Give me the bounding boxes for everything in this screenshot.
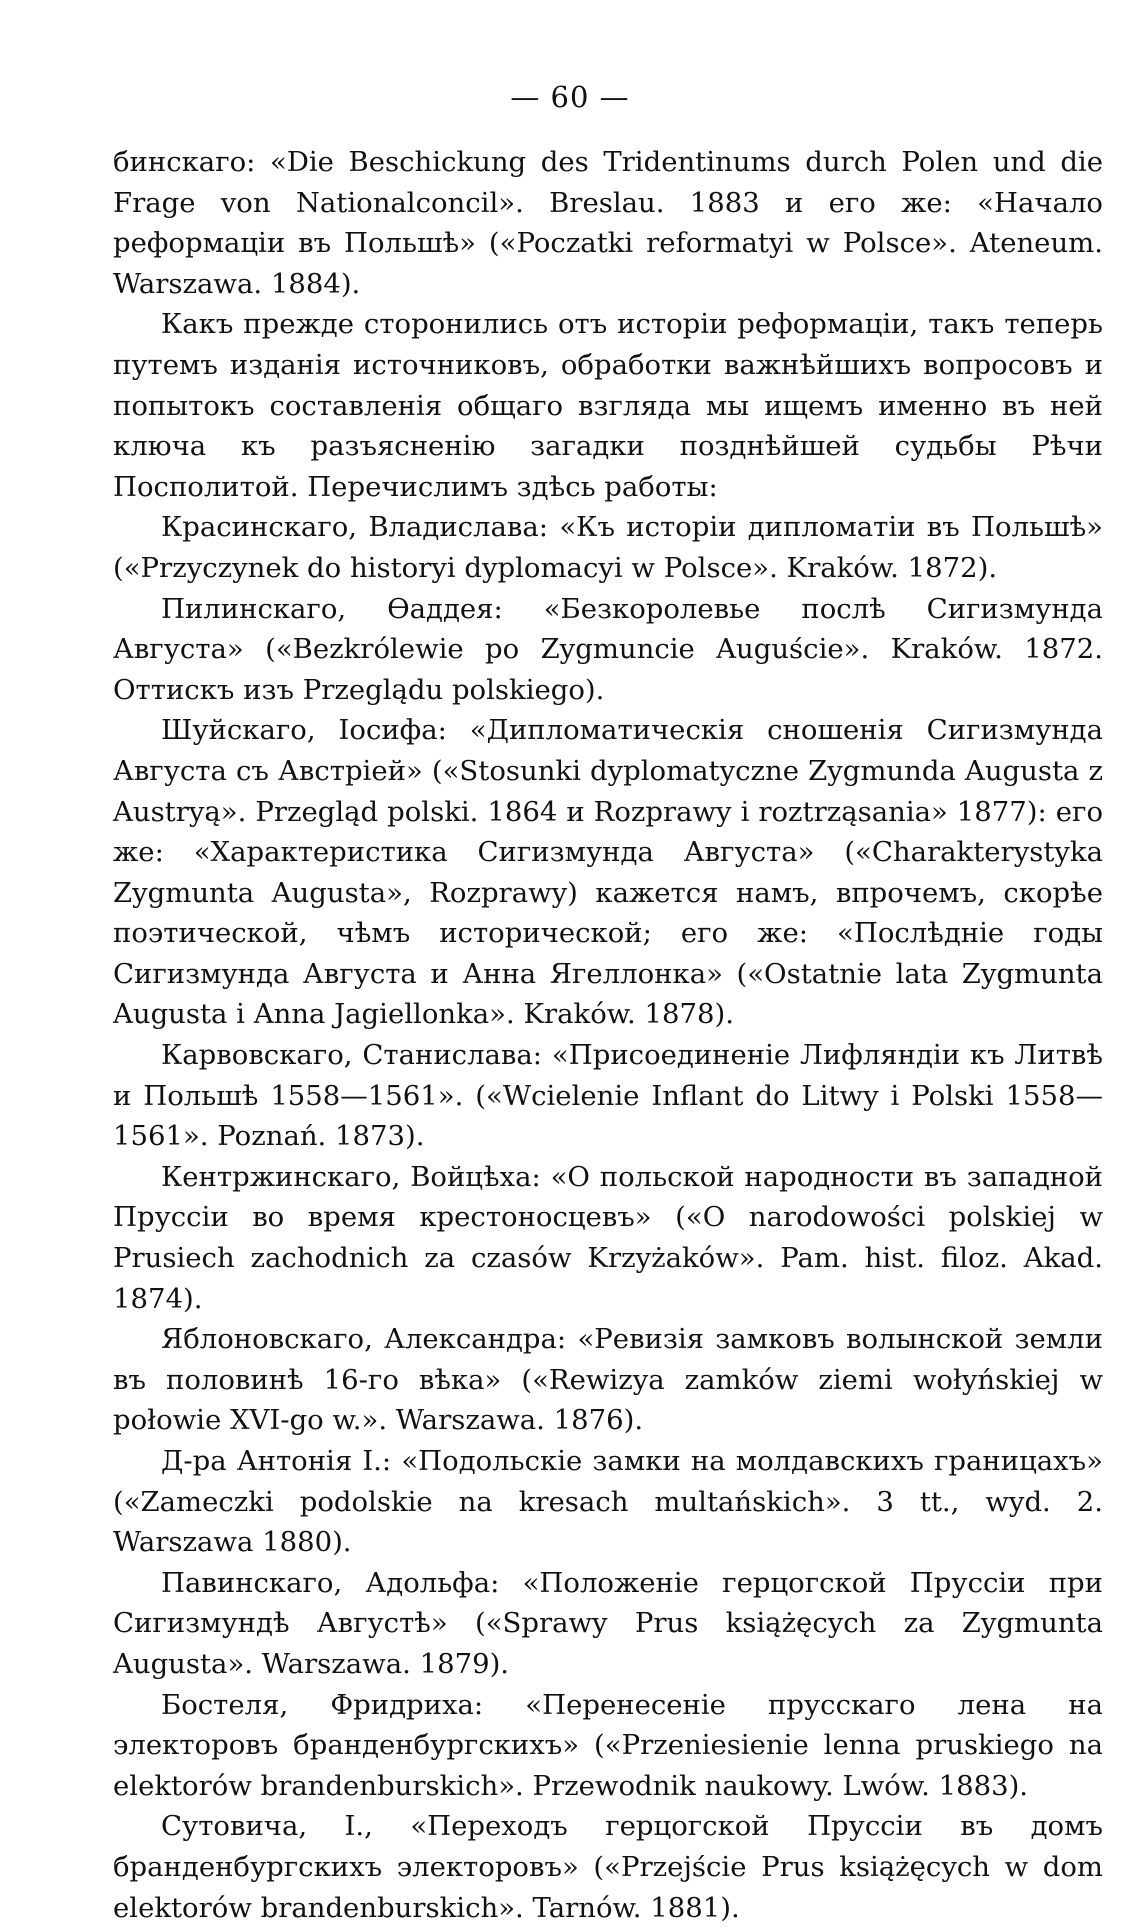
bibliography-entry: Бостеля, Фридриха: «Перенесеніе прусскаго лена на электоровъ бранденбургскихъ» («Przeniesienie lenna pruskiego na elektorów brandenburskich». Przewodnik naukowy. Lwów. 1883). [113, 1688, 1103, 1802]
paragraph-intro: Какъ прежде сторонились отъ исторіи реформаціи, такъ теперь путемъ изданія источниковъ, обработки важнѣйшихъ вопросовъ и попытокъ составленія общаго взгляда мы ищемъ именно въ ней ключа къ разъясненію загадки позднѣйшей судьбы Рѣчи Посполитой. Перечислимъ здѣсь работы: [113, 308, 1103, 503]
bibliography-entry: Шуйскаго, Іосифа: «Дипломатическія сношенія Сигизмунда Августа съ Австріей» («Stosunki dyplomatyczne Zygmunda Augusta z Austryą». Przegląd polski. 1864 и Rozprawy i roztrząsania» 1877): его же: «Характеристика Сигизмунда Августа» («Charakterystyka Zygmunta Augusta», Rozprawy) кажется намъ, впрочемъ, скорѣе поэтической, чѣмъ исторической; его же: «Послѣдніе годы Сигизмунда Августа и Анна Ягеллонка» («Ostatnie lata Zygmunta Augusta i Anna Jagiellonka». Kraków. 1878). [113, 714, 1103, 1031]
bibliography-entry: Яблоновскаго, Александра: «Ревизія замковъ волынской земли въ половинѣ 16-го вѣка» («Rewizya zamków ziemi wołyńskiej w połowie XVI-go w.». Warszawa. 1876). [113, 1323, 1103, 1437]
bibliography-entry: Д-ра Антонія І.: «Подольскіе замки на молдавскихъ границахъ» («Zameczki podolskie na kresach multańskich». 3 tt., wyd. 2. Warszawa 1880). [113, 1445, 1103, 1559]
page-number: — 60 — [510, 80, 630, 114]
bibliography-entry: Сутовича, І., «Переходъ герцогской Пруссіи въ домъ бранденбургскихъ электоровъ» («Przejście Prus książęcych w dom elektorów brandenburskich». Tarnów. 1881). [113, 1810, 1103, 1924]
paragraph-continuation: бинскаго: «Die Beschickung des Tridentinums durch Polen und die Frage von Nationalconcil». Breslau. 1883 и его же: «Начало реформаціи въ Польшѣ» («Poczatki reformatyi w Polsce». Ateneum. Warszawa. 1884). [113, 146, 1103, 300]
bibliography-entry: Пилинскаго, Өаддея: «Безкоролевье послѣ Сигизмунда Августа» («Bezkrólewie po Zygmuncie Auguście». Kraków. 1872. Оттискъ изъ Przeglądu polskiego). [113, 592, 1103, 706]
bibliography-entry: Карвовскаго, Станислава: «Присоединеніе Лифляндіи къ Литвѣ и Польшѣ 1558—1561». («Wcielenie Inflant do Litwy i Polski 1558—1561». Poznań. 1873). [113, 1039, 1103, 1153]
bibliography-entry: Красинскаго, Владислава: «Къ исторіи дипломатіи въ Польшѣ» («Przyczynek do historyi dyplomacyi w Polsce». Kraków. 1872). [113, 511, 1103, 584]
bibliography-entry: Кентржинскаго, Войцѣха: «О польской народности въ западной Пруссіи во время крестоносцевъ» («O narodowości polskiej w Prusiech zachodnich za czasów Krzyżaków». Pam. hist. filoz. Akad. 1874). [113, 1160, 1103, 1315]
page-body [113, 142, 1103, 1928]
bibliography-entry: Павинскаго, Адольфа: «Положеніе герцогской Пруссіи при Сигизмундѣ Августѣ» («Sprawy Prus książęcych za Zygmunta Augusta». Warszawa. 1879). [113, 1566, 1103, 1680]
